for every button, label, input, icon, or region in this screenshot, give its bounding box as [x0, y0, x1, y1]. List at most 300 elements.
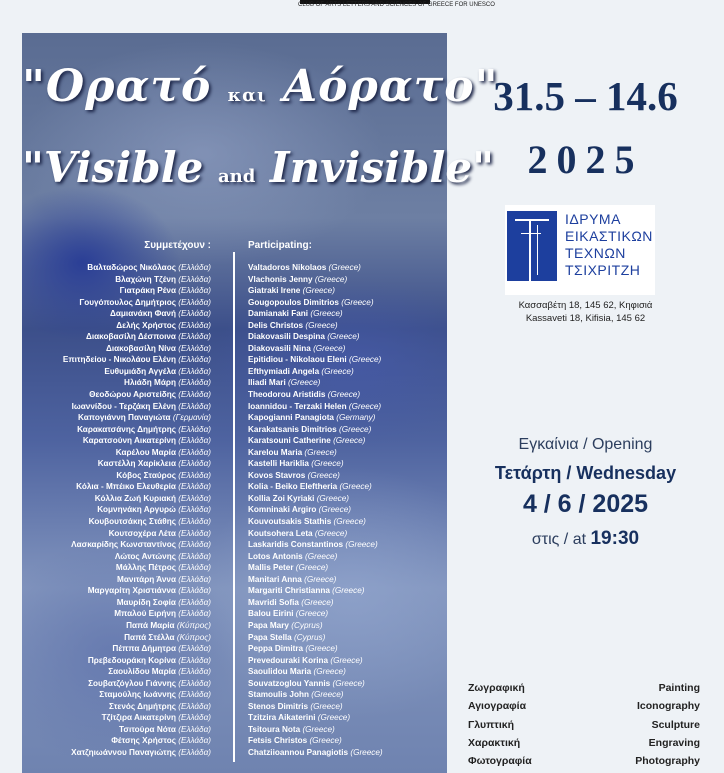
- participants-list-greek: [63, 262, 211, 759]
- participant-country: (Ελλάδα): [178, 297, 211, 307]
- participant-greek: [63, 470, 211, 482]
- participant-country: (Germany): [336, 413, 376, 423]
- title-en-mid: and: [217, 166, 256, 187]
- participant-greek: [63, 493, 211, 505]
- participant-country: (Greece): [330, 655, 363, 665]
- participant-greek: [63, 574, 211, 586]
- participant-country: (Greece): [313, 667, 346, 677]
- participant-country: (Ελλάδα): [178, 366, 211, 376]
- participant-country: (Ελλάδα): [178, 528, 211, 538]
- participant-name: Efthymiadi Angela: [248, 366, 322, 376]
- participant-name: Vlachonis Jenny: [248, 274, 315, 284]
- participant-english: [248, 297, 383, 309]
- participant-name: Kovos Stavros: [248, 470, 308, 480]
- participant-greek: [63, 331, 211, 343]
- participant-country: (Greece): [302, 724, 335, 734]
- participant-greek: [63, 504, 211, 516]
- participant-country: (Ελλάδα): [178, 286, 211, 296]
- participant-greek: [63, 516, 211, 528]
- participant-name: Μαυρίδη Σοφία: [116, 597, 179, 607]
- participant-country: (Greece): [311, 459, 344, 469]
- participant-english: [248, 412, 383, 424]
- opening-time: [447, 528, 724, 550]
- participant-name: Kolia - Beiko Eleftheria: [248, 482, 340, 492]
- participant-country: (Ελλάδα): [178, 320, 211, 330]
- participant-name: Κουβουτσάκης Στάθης: [88, 517, 179, 527]
- participant-name: Παπά Στέλλα: [124, 632, 177, 642]
- participant-name: Kastelli Hariklia: [248, 459, 312, 469]
- participant-name: Σουβατζόγλου Γιάννης: [88, 678, 179, 688]
- participant-name: Τζίτζιρα Αικατερίνη: [101, 713, 179, 723]
- participant-country: (Ελλάδα): [178, 309, 211, 319]
- participant-country: (Greece): [305, 644, 338, 654]
- participant-country: (Ελλάδα): [178, 378, 211, 388]
- divider-line: [233, 252, 235, 762]
- participant-country: (Greece): [310, 701, 343, 711]
- participant-country: (Ελλάδα): [178, 667, 211, 677]
- participant-country: (Ελλάδα): [178, 690, 211, 700]
- category-greek: Γλυπτική: [468, 718, 515, 731]
- participant-english: [248, 585, 383, 597]
- participant-name: Κόλλια Ζωή Κυριακή: [94, 493, 179, 503]
- address-greek: Κασσαβέτη 18, 145 62, Κηφισιά: [518, 300, 653, 311]
- participant-english: [248, 262, 383, 274]
- participant-greek: [63, 274, 211, 286]
- participant-name: Diakovasili Nina: [248, 343, 314, 353]
- participant-country: (Greece): [311, 690, 344, 700]
- participant-name: Mavridi Sofia: [248, 597, 302, 607]
- participant-greek: [63, 297, 211, 309]
- participant-name: Papa Stella: [248, 632, 294, 642]
- opening-day: Τετάρτη / Wednesday: [494, 463, 677, 483]
- participant-name: Θεοδώρου Αριστείδης: [89, 390, 179, 400]
- participant-country: (Cyprus): [293, 632, 326, 642]
- participant-name: Σταμούλης Ιωάννης: [99, 690, 179, 700]
- participant-name: Gougopoulos Dimitrios: [248, 297, 342, 307]
- participant-name: Τσιτούρα Νότα: [118, 724, 179, 734]
- participant-name: Μανιτάρη Άννα: [117, 574, 179, 584]
- participant-name: Δελής Χρήστος: [116, 320, 179, 330]
- participant-english: [248, 608, 383, 620]
- participant-english: [248, 470, 383, 482]
- title-greek: [22, 61, 499, 112]
- participant-country: (Κύπρος): [176, 632, 211, 642]
- participant-country: (Greece): [317, 713, 351, 723]
- logo-line: ΤΣΙΧΡΙΤΖΗ: [565, 262, 641, 278]
- participant-name: Ηλιάδη Μάρη: [124, 378, 179, 388]
- participant-english: [248, 620, 383, 632]
- participant-country: (Greece): [307, 470, 340, 480]
- participants-header-greek: Συμμετέχουν :: [144, 240, 211, 251]
- participant-greek: [63, 320, 211, 332]
- participant-country: (Greece): [305, 551, 338, 561]
- participant-english: [248, 655, 383, 667]
- logo-line: ΕΙΚΑΣΤΙΚΩΝ: [565, 228, 653, 244]
- participant-greek: [63, 366, 211, 378]
- participant-name: Σαουλίδου Μαρία: [108, 667, 179, 677]
- participant-country: (Greece): [333, 517, 366, 527]
- participant-name: Diakovasili Despina: [248, 332, 328, 342]
- participant-country: (Ελλάδα): [178, 390, 211, 400]
- participant-english: [248, 712, 383, 724]
- participant-english: [248, 504, 383, 516]
- participant-country: (Greece): [309, 736, 342, 746]
- participant-country: (Greece): [316, 493, 350, 503]
- participant-greek: [63, 712, 211, 724]
- participant-greek: [63, 377, 211, 389]
- participant-country: (Ελλάδα): [178, 597, 211, 607]
- participant-country: (Ελλάδα): [178, 424, 211, 434]
- participant-name: Ιωαννίδου - Τερζάκη Ελένη: [71, 401, 179, 411]
- participant-name: Μάλλης Πέτρος: [115, 563, 179, 573]
- title-gr-open: "Ορατό: [22, 61, 228, 112]
- participant-name: Chatziioannou Panagiotis: [248, 747, 351, 757]
- participant-country: (Greece): [348, 401, 382, 411]
- participant-country: (Ελλάδα): [178, 332, 211, 342]
- participant-name: Prevedouraki Korina: [248, 655, 331, 665]
- participant-country: (Ελλάδα): [178, 713, 211, 723]
- participant-country: (Greece): [332, 678, 365, 688]
- participant-name: Ευθυμιάδη Αγγέλα: [104, 366, 179, 376]
- category-english: Iconography: [636, 700, 700, 713]
- participant-name: Κόβος Σταύρος: [116, 470, 179, 480]
- participant-english: [248, 481, 383, 493]
- participant-english: [248, 551, 383, 563]
- participant-english: [248, 678, 383, 690]
- participant-english: [248, 574, 383, 586]
- participant-name: Valtadoros Nikolaos: [248, 263, 329, 272]
- title-gr-close: Αόρατο": [266, 61, 499, 112]
- participant-country: (Ελλάδα): [178, 343, 211, 353]
- participant-name: Karatsouni Catherine: [248, 436, 334, 446]
- participant-english: [248, 320, 383, 332]
- participant-greek: [63, 458, 211, 470]
- participant-name: Μπαλού Ειρήνη: [114, 609, 179, 619]
- participant-country: (Ελλάδα): [178, 540, 211, 550]
- participant-country: (Greece): [339, 482, 372, 492]
- participant-name: Κόλια - Μπέικο Ελευθερία: [76, 482, 179, 492]
- participant-name: Manitari Anna: [248, 574, 305, 584]
- participant-name: Καρέλου Μαρία: [115, 447, 179, 457]
- participant-greek: [63, 689, 211, 701]
- participant-country: (Greece): [301, 597, 334, 607]
- category-english: Photography: [635, 755, 700, 768]
- participant-name: Βλαχώνη Τζένη: [115, 274, 179, 284]
- participant-country: (Greece): [304, 574, 337, 584]
- art-category: [468, 682, 700, 700]
- participant-country: (Greece): [333, 436, 366, 446]
- participant-greek: [63, 620, 211, 632]
- participant-name: Kapogianni Panagiota: [248, 413, 337, 423]
- participant-name: Χατζηιωάννου Παναγιώτης: [71, 747, 179, 757]
- participant-english: [248, 331, 383, 343]
- participant-country: (Greece): [295, 563, 329, 573]
- category-greek: Χαρακτική: [468, 736, 521, 749]
- participant-greek: [63, 435, 211, 447]
- participant-english: [248, 366, 383, 378]
- participant-english: [248, 701, 383, 713]
- art-category: [468, 700, 700, 718]
- participant-english: [248, 747, 383, 759]
- participant-country: (Greece): [327, 390, 361, 400]
- participant-country: (Greece): [288, 378, 321, 388]
- participant-name: Κουτσοχέρα Λέτα: [108, 528, 179, 538]
- participant-name: Giatraki Irene: [248, 286, 303, 296]
- participant-country: (Greece): [332, 586, 365, 596]
- participant-name: Laskaridis Constantinos: [248, 540, 346, 550]
- participant-english: [248, 435, 383, 447]
- participant-country: (Ελλάδα): [178, 263, 211, 272]
- participant-name: Lotos Antonis: [248, 551, 306, 561]
- participant-name: Καστέλλη Χαρίκλεια: [97, 459, 179, 469]
- title-en-close: Invisible": [255, 143, 494, 192]
- participant-greek: [63, 562, 211, 574]
- participant-country: (Greece): [295, 609, 329, 619]
- opening-label: Εγκαίνια / Opening: [518, 436, 653, 453]
- participant-name: Μαργαρίτη Χριστιάννα: [87, 586, 179, 596]
- title-english: [22, 143, 494, 192]
- participant-name: Διακοβασίλη Νίνα: [105, 343, 179, 353]
- participant-country: (Cyprus): [291, 620, 323, 630]
- date-range: 31.5 – 14.6: [493, 73, 678, 119]
- participant-english: [248, 724, 383, 736]
- foundation-logo: [505, 205, 655, 295]
- category-english: Sculpture: [651, 718, 700, 731]
- participant-english: [248, 274, 383, 286]
- participant-english: [248, 285, 383, 297]
- participant-country: (Greece): [302, 286, 335, 296]
- participant-greek: [63, 389, 211, 401]
- participant-name: Tzitzira Aikaterini: [248, 713, 318, 723]
- participant-english: [248, 516, 383, 528]
- participant-country: (Ελλάδα): [178, 678, 211, 688]
- participant-country: (Greece): [339, 424, 372, 434]
- participant-name: Kollia Zoi Kyriaki: [248, 493, 317, 503]
- title-en-open: "Visible: [22, 143, 218, 192]
- participant-country: (Ελλάδα): [178, 724, 211, 734]
- participant-english: [248, 632, 383, 644]
- participant-name: Καπογιάννη Παναγιώτα: [78, 413, 173, 423]
- logo-text: [565, 211, 653, 279]
- participant-greek: [63, 412, 211, 424]
- participant-english: [248, 308, 383, 320]
- participant-country: (Ελλάδα): [178, 355, 211, 365]
- participant-country: (Greece): [310, 309, 343, 319]
- participant-greek: [63, 481, 211, 493]
- participant-country: (Greece): [321, 366, 354, 376]
- participant-name: Damianaki Fani: [248, 309, 311, 319]
- participant-country: (Ελλάδα): [178, 747, 211, 757]
- participant-english: [248, 643, 383, 655]
- participant-country: (Greece): [314, 274, 348, 284]
- participant-country: (Ελλάδα): [178, 736, 211, 746]
- participant-name: Γιατράκη Ρένα: [119, 286, 179, 296]
- participant-name: Βαλταδώρος Νικόλαος: [87, 263, 179, 272]
- participant-greek: [63, 608, 211, 620]
- participant-country: (Ελλάδα): [178, 586, 211, 596]
- participant-english: [248, 389, 383, 401]
- participant-country: (Greece): [313, 343, 346, 353]
- participant-name: Stamoulis John: [248, 690, 312, 700]
- participant-country: (Ελλάδα): [178, 609, 211, 619]
- participant-english: [248, 666, 383, 678]
- participant-english: [248, 458, 383, 470]
- category-greek: Αγιογραφία: [468, 700, 527, 713]
- top-caption: CLUB OF ARTS LETTERS AND SCIENCES OF GREECE FOR UNESCO: [298, 2, 495, 8]
- participant-greek: [63, 447, 211, 459]
- participant-name: Karakatsanis Dimitrios: [248, 424, 340, 434]
- participant-name: Balou Eirini: [248, 609, 296, 619]
- participant-country: (Greece): [314, 528, 348, 538]
- participant-name: Komninaki Argiro: [248, 505, 319, 515]
- date-year: 2025: [527, 137, 644, 182]
- participant-english: [248, 597, 383, 609]
- category-english: Painting: [658, 682, 700, 694]
- opening-time-prefix: στις / at: [531, 531, 587, 548]
- address-english: Kassaveti 18, Kifisia, 145 62: [525, 313, 646, 324]
- participant-country: (Ελλάδα): [178, 551, 211, 561]
- opening-date: 4 / 6 / 2025: [522, 490, 649, 518]
- participant-greek: [63, 401, 211, 413]
- participant-country: (Greece): [328, 263, 361, 272]
- participant-greek: [63, 262, 211, 274]
- logo-mark-icon: [507, 211, 557, 281]
- logo-line: ΙΔΡΥΜΑ: [565, 211, 621, 227]
- participant-country: (Ελλάδα): [178, 482, 211, 492]
- participant-country: (Ελλάδα): [178, 274, 211, 284]
- participant-country: (Ελλάδα): [178, 401, 211, 411]
- participant-english: [248, 377, 383, 389]
- participant-english: [248, 401, 383, 413]
- art-category: [468, 719, 700, 737]
- participant-country: (Ελλάδα): [178, 644, 211, 654]
- participant-name: Γουγόπουλος Δημήτριος: [79, 297, 179, 307]
- participant-country: (Ελλάδα): [178, 470, 211, 480]
- participant-name: Kouvoutsakis Stathis: [248, 517, 334, 527]
- participant-country: (Greece): [327, 332, 360, 342]
- participant-greek: [63, 643, 211, 655]
- participant-greek: [63, 285, 211, 297]
- participant-greek: [63, 424, 211, 436]
- participant-name: Peppa Dimitra: [248, 644, 306, 654]
- participant-name: Δαμιανάκη Φανή: [110, 309, 179, 319]
- participant-name: Πρεβεδουράκη Κορίνα: [87, 655, 179, 665]
- participant-english: [248, 735, 383, 747]
- participant-country: (Γερμανία): [172, 413, 211, 423]
- title-gr-mid: και: [227, 85, 267, 106]
- participants-header-english: Participating:: [248, 240, 312, 251]
- participant-greek: [63, 701, 211, 713]
- participant-name: Παπά Μαρία: [126, 620, 177, 630]
- participant-name: Στενός Δημήτρης: [109, 701, 179, 711]
- participant-country: (Ελλάδα): [178, 436, 211, 446]
- participant-name: Φέτσης Χρήστος: [111, 736, 179, 746]
- participants-list-english: [248, 262, 383, 759]
- participant-greek: [63, 597, 211, 609]
- participant-name: Καρατσούνη Αικατερίνη: [82, 436, 179, 446]
- participant-greek: [63, 528, 211, 540]
- category-greek: Φωτογραφία: [468, 755, 532, 768]
- participant-greek: [63, 735, 211, 747]
- participant-name: Papa Mary: [248, 620, 292, 630]
- logo-line: ΤΕΧΝΩΝ: [565, 245, 626, 261]
- participant-name: Mallis Peter: [248, 563, 296, 573]
- participant-greek: [63, 343, 211, 355]
- participant-english: [248, 528, 383, 540]
- participant-name: Saoulidou Maria: [248, 667, 314, 677]
- participant-country: (Ελλάδα): [178, 563, 211, 573]
- participant-country: (Greece): [341, 297, 374, 307]
- participant-country: (Greece): [305, 320, 338, 330]
- participant-country: (Ελλάδα): [178, 459, 211, 469]
- participant-name: Λασκαρίδης Κωνσταντίνος: [71, 540, 179, 550]
- participant-country: (Ελλάδα): [178, 447, 211, 457]
- participant-name: Delis Christos: [248, 320, 306, 330]
- participant-greek: [63, 747, 211, 759]
- category-greek: Ζωγραφική: [468, 682, 525, 694]
- participant-country: (Greece): [348, 355, 382, 365]
- participant-greek: [63, 678, 211, 690]
- participant-english: [248, 689, 383, 701]
- participant-english: [248, 343, 383, 355]
- participant-name: Ioannidou - Terzaki Helen: [248, 401, 349, 411]
- participant-country: (Greece): [350, 747, 383, 757]
- participant-country: (Ελλάδα): [178, 493, 211, 503]
- participant-name: Tsitoura Nota: [248, 724, 303, 734]
- participant-name: Margariti Christianna: [248, 586, 333, 596]
- participant-name: Iliadi Mari: [248, 378, 289, 388]
- participant-name: Διακοβασίλη Δέσποινα: [85, 332, 179, 342]
- participant-country: (Greece): [304, 447, 337, 457]
- participant-name: Karelou Maria: [248, 447, 305, 457]
- category-english: Engraving: [648, 736, 700, 749]
- participant-name: Καρακατσάνης Δημήτρης: [77, 424, 179, 434]
- participant-english: [248, 447, 383, 459]
- participant-country: (Greece): [345, 540, 378, 550]
- participant-greek: [63, 354, 211, 366]
- participant-name: Fetsis Christos: [248, 736, 310, 746]
- participant-country: (Ελλάδα): [178, 517, 211, 527]
- participant-name: Λώτος Αντώνης: [114, 551, 179, 561]
- participant-english: [248, 493, 383, 505]
- participant-greek: [63, 655, 211, 667]
- participant-country: (Ελλάδα): [178, 505, 211, 515]
- participant-name: Koutsohera Leta: [248, 528, 315, 538]
- participant-english: [248, 562, 383, 574]
- participant-english: [248, 539, 383, 551]
- participant-english: [248, 354, 383, 366]
- participant-name: Κομνηνάκη Αργυρώ: [97, 505, 179, 515]
- participant-greek: [63, 585, 211, 597]
- participant-name: Theodorou Aristidis: [248, 390, 328, 400]
- art-category: [468, 737, 700, 755]
- art-categories: [468, 682, 700, 773]
- participant-country: (Ελλάδα): [178, 574, 211, 584]
- participant-greek: [63, 724, 211, 736]
- participant-name: Επιτηδείου - Νικολάου Ελένη: [62, 355, 179, 365]
- participant-greek: [63, 666, 211, 678]
- participant-greek: [63, 632, 211, 644]
- participant-country: (Ελλάδα): [178, 701, 211, 711]
- participant-name: Epitidiou - Nikolaou Eleni: [248, 355, 349, 365]
- participant-greek: [63, 308, 211, 320]
- participant-name: Stenos Dimitris: [248, 701, 311, 711]
- opening-time-value: 19:30: [590, 528, 640, 549]
- participant-greek: [63, 551, 211, 563]
- art-category: [468, 755, 700, 773]
- participant-country: (Κύπρος): [176, 620, 211, 630]
- participant-country: (Ελλάδα): [178, 655, 211, 665]
